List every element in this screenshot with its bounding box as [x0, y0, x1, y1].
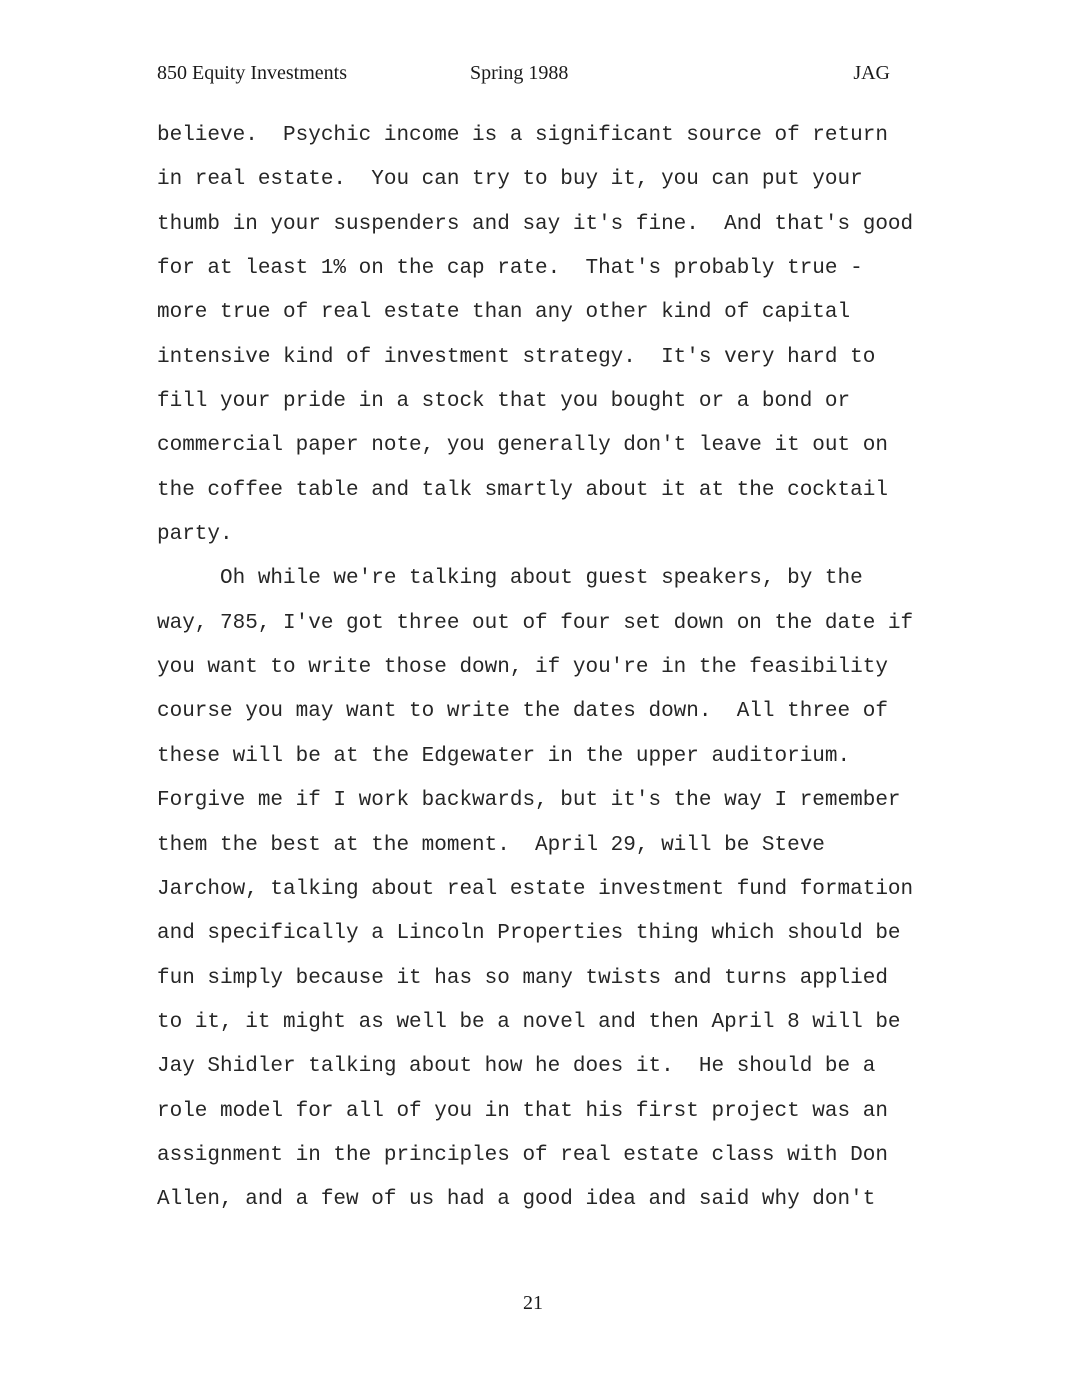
text-line: assignment in the principles of real estate class with Don	[157, 1143, 888, 1167]
text-line: for at least 1% on the cap rate. That's probably true -	[157, 257, 863, 281]
text-line: course you may want to write the dates down. All three of	[157, 700, 888, 724]
text-line: role model for all of you in that his first project was an	[157, 1099, 888, 1123]
page-header	[157, 62, 890, 90]
text-line: Forgive me if I work backwards, but it's the way I remember	[157, 789, 901, 813]
text-line: thumb in your suspenders and say it's fine. And that's good	[157, 212, 914, 236]
text-line: fill your pride in a stock that you bought or a bond or	[157, 390, 851, 414]
text-line: and specifically a Lincoln Properties thing which should be	[157, 922, 901, 946]
text-line: more true of real estate than any other kind of capital	[157, 301, 851, 325]
text-line: in real estate. You can try to buy it, you can put your	[157, 168, 863, 192]
transcript-body	[157, 114, 917, 1223]
header-initials: JAG	[853, 62, 890, 84]
text-line: intensive kind of investment strategy. It's very hard to	[157, 345, 876, 369]
text-line: Jarchow, talking about real estate investment fund formation	[157, 877, 914, 901]
text-line: to it, it might as well be a novel and then April 8 will be	[157, 1010, 901, 1034]
text-line: Oh while we're talking about guest speakers, by the	[157, 567, 863, 591]
text-line: Allen, and a few of us had a good idea and said why don't	[157, 1188, 876, 1212]
text-line: them the best at the moment. April 29, will be Steve	[157, 833, 825, 857]
header-term: Spring 1988	[470, 62, 569, 84]
text-line: the coffee table and talk smartly about it at the cocktail	[157, 478, 888, 502]
text-line: commercial paper note, you generally don't leave it out on	[157, 434, 888, 458]
text-line: you want to write those down, if you're in the feasibility	[157, 656, 888, 680]
page-number: 21	[523, 1292, 543, 1314]
text-line: party.	[157, 523, 233, 547]
header-course-title: 850 Equity Investments	[157, 62, 347, 84]
text-line: way, 785, I've got three out of four set down on the date if	[157, 611, 914, 635]
text-line: believe. Psychic income is a significant source of return	[157, 124, 888, 147]
text-line: these will be at the Edgewater in the upper auditorium.	[157, 744, 851, 768]
text-line: Jay Shidler talking about how he does it. He should be a	[157, 1055, 876, 1079]
text-line: fun simply because it has so many twists and turns applied	[157, 966, 888, 990]
